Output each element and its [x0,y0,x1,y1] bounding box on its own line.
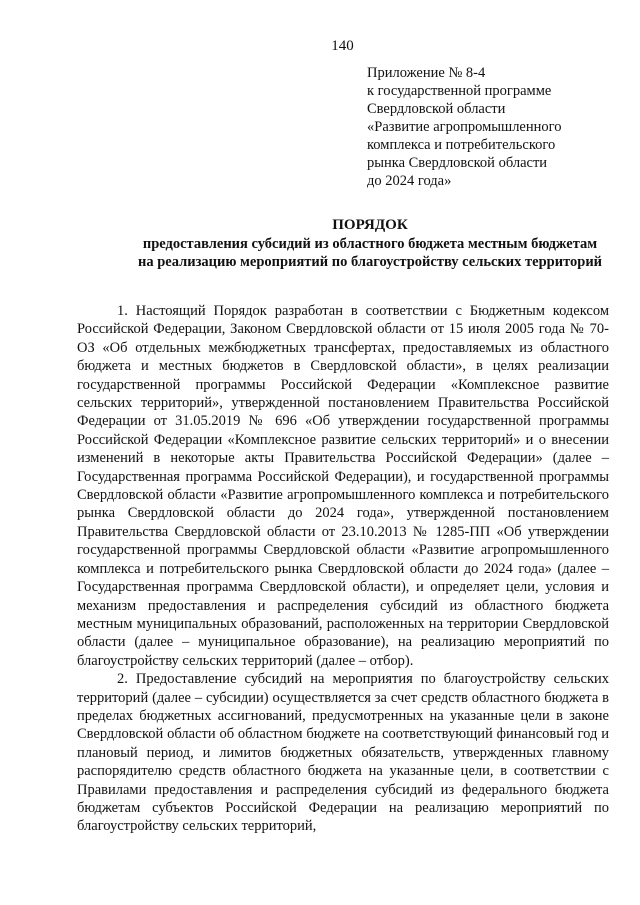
paragraph-2: 2. Предоставление субсидий на мероприятия по благоустройству сельских территорий (далее – субсидии) осуществляется за счет средств областного бюджета в пределах бюджетных ассигнований, предусмотренных на указанные цели в законе Свердловской области об областном бюджете на соответствующий финансовый год и плановый период, и лимитов бюджетных обязательств, утвержденных главному распорядителю средств областного бюджета на указанные цели, в соответствии с Правилами предоставления и распределения субсидий из федерального бюджета бюджетам субъектов Российской Федерации на реализацию мероприятий по благоустройству сельских территорий, [77,671,609,835]
page-number: 140 [331,38,354,54]
appendix-line: «Развитие агропромышленного [367,119,562,135]
appendix-line: Свердловской области [367,101,506,117]
appendix-header [367,64,607,190]
document-title [70,216,640,271]
appendix-line: до 2024 года» [367,173,452,189]
title-main: ПОРЯДОК [332,217,408,233]
appendix-line: комплекса и потребительского [367,137,556,153]
title-subtitle-line: предоставления субсидий из областного бюджета местным бюджетам [142,236,598,252]
appendix-line: к государственной программе [367,83,552,99]
title-subtitle-line: на реализацию мероприятий по благоустройству сельских территорий [137,254,603,270]
appendix-line: рынка Свердловской области [367,155,548,171]
appendix-line: Приложение № 8-4 [367,65,486,81]
paragraph-1: 1. Настоящий Порядок разработан в соответствии с Бюджетным кодексом Российской Федерации, Законом Свердловской области от 15 июля 2005 года № 70-ОЗ «Об отдельных межбюджетных трансфертах, предоставляемых из областного бюджета и местных бюджетов в Свердловской области», в целях реализации государственной программы Российской Федерации «Комплексное развитие сельских территорий», утвержденной постановлением Правительства Российской Федерации от 31.05.2019 № 696 «Об утверждении государственной программы Российской Федерации «Комплексное развитие сельских территорий» и о внесении изменений в некоторые акты Правительства Российской Федерации» (далее – Государственная программа Российской Федерации), и государственной программы Свердловской области «Развитие агропромышленного комплекса и потребительского рынка Свердловской области до 2024 года», утвержденной постановлением Правительства Свердловской области от 23.10.2013 № 1285-ПП «Об утверждении государственной программы Свердловской области «Развитие агропромышленного комплекса и потребительского рынка Свердловской области до 2024 года» (далее – Государственная программа Свердловской области), и определяет цели, условия и механизм предоставления и распределения субсидий из областного бюджета местным муниципальных образований, расположенных на территории Свердловской области (далее – муниципальное образование), на реализацию мероприятий по благоустройству сельских территорий (далее – отбор). [77,303,609,669]
body-text [77,302,609,836]
